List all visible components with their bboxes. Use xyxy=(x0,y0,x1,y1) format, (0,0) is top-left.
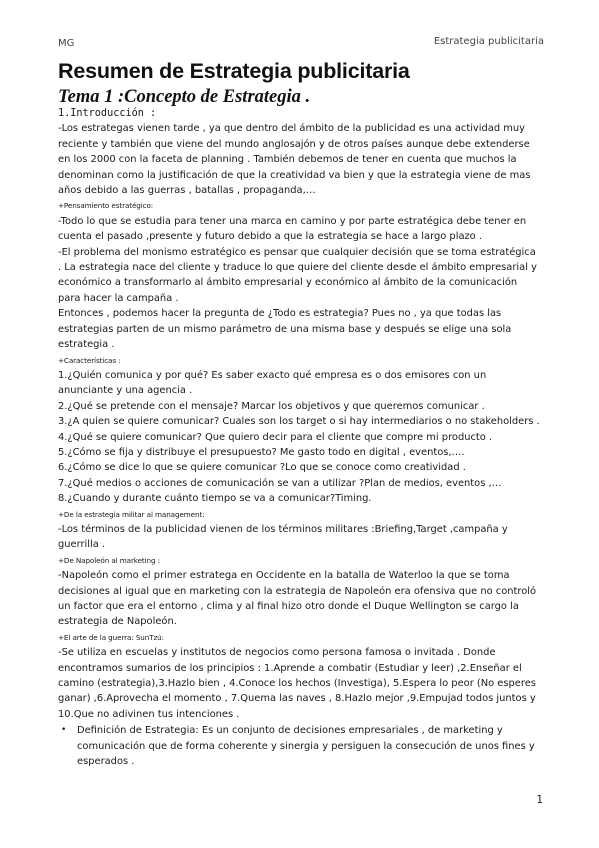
page-number: 1 xyxy=(536,794,543,806)
subheading-suntzu: +El arte de la guerra: SunTzú: xyxy=(58,632,164,642)
header-initials: MG xyxy=(58,38,75,49)
bullet-text: Definición de Estrategia: Es un conjunto de decisiones empresariales , de marketing y comunicación que de forma coherente y sinergia y persiguen la consecución de unos fines y esperados . xyxy=(77,725,535,768)
list-item: 2.¿Qué se pretende con el mensaje? Marcar los objetivos y que queremos comunicar . xyxy=(58,400,485,412)
paragraph-pensamiento: -Todo lo que se estudia para tener una marca en camino y por parte estratégica debe tener en cuenta el pasado ,presente y futuro debido a que la estrategia se hace a largo plazo . xyxy=(58,215,527,243)
document-title: Resumen de Estrategia publicitaria xyxy=(58,59,410,83)
bullet-item-definicion xyxy=(58,723,540,769)
section-heading-introduccion: 1.Introducción : xyxy=(58,108,157,119)
paragraph-intro: -Los estrategas vienen tarde , ya que dentro del ámbito de la publicidad es una actividad muy reciente y también que viene del mundo anglosajón y de otros países aunque debe extenderse en los 2000 con la faceta de planning . También debemos de tener en cuenta que muchos la denominan como la justificación de que la creatividad va bien y que la estrategia viene de mas años debido a las guerras , batallas , propaganda,… xyxy=(58,123,531,197)
list-item: 3.¿A quien se quiere comunicar? Cuales son los target o si hay intermediarios o no stakeholders . xyxy=(58,416,540,428)
paragraph-monismo: -El problema del monismo estratégico es pensar que cualquier decisión que se toma estratégica . La estrategia nace del cliente y traduce lo que quiere del cliente desde el ámbito empresarial y económico a transformarlo al ámbito empresarial y económico al ámbito de la comunicación para hacer la campaña . xyxy=(58,246,537,304)
topic-heading: Tema 1 :Concepto de Estrategia . xyxy=(58,87,311,107)
document-body xyxy=(58,106,540,769)
list-item: 8.¿Cuando y durante cuánto tiempo se va a comunicar?Timing. xyxy=(58,493,372,505)
header-subject: Estrategia publicitaria xyxy=(433,36,544,47)
paragraph-suntzu: -Se utiliza en escuelas y institutos de negocios como persona famosa o invitada . Donde encontramos sumarios de los principios : 1.Aprende a combatir (Estudiar y leer) ,2.Enseñar el camino (estrategia),3.Hazlo bien , 4.Conoce los hechos (Investiga), 5.Espera lo peor (No esperes ganar) ,6.Aprovecha el momento , 7.Quema las naves , 8.Hazlo mejor ,9.Empujad todos juntos y 10.Que no adivinen tus intenciones . xyxy=(58,647,536,720)
paragraph-napoleon: -Napoleón como el primer estratega en Occidente en la batalla de Waterloo la que se toma decisiones al igual que en marketing con la estrategia de Napoleón era ofensiva que no controló un factor que era el entorno , clima y al final hizo otro donde el Duque Wellington se cargo la estrategia de Napoleón. xyxy=(58,570,537,628)
bullet-icon: • xyxy=(61,725,67,736)
subheading-caracteristicas: +Características : xyxy=(58,355,121,365)
list-item: 5.¿Cómo se fija y distribuye el presupuesto? Me gasto todo en digital , eventos,…. xyxy=(58,446,465,458)
list-item: 6.¿Cómo se dice lo que se quiere comunicar ?Lo que se conoce como creatividad . xyxy=(58,462,466,474)
paragraph-entonces: Entonces , podemos hacer la pregunta de ¿Todo es estrategia? Pues no , ya que todas las estrategias parten de un mismo parámetro de una misma base y después se elige una sola estrategia . xyxy=(58,308,512,351)
subheading-napoleon: +De Napoleón al marketing : xyxy=(58,555,160,565)
paragraph-militar: -Los términos de la publicidad vienen de los términos militares :Briefing,Target ,campaña y guerrilla . xyxy=(58,523,508,551)
list-item: 1.¿Quién comunica y por qué? Es saber exacto qué empresa es o dos emisores con un anunciante y una agencia . xyxy=(58,369,487,397)
list-item: 4.¿Qué se quiere comunicar? Que quiero decir para el cliente que compre mi producto . xyxy=(58,431,493,443)
list-item: 7.¿Qué medios o acciones de comunicación se van a utilizar ?Plan de medios, eventos ,… xyxy=(58,477,502,489)
subheading-militar: +De la estrategia militar al management: xyxy=(58,509,205,519)
subheading-pensamiento: +Pensamiento estratégico: xyxy=(58,201,154,211)
